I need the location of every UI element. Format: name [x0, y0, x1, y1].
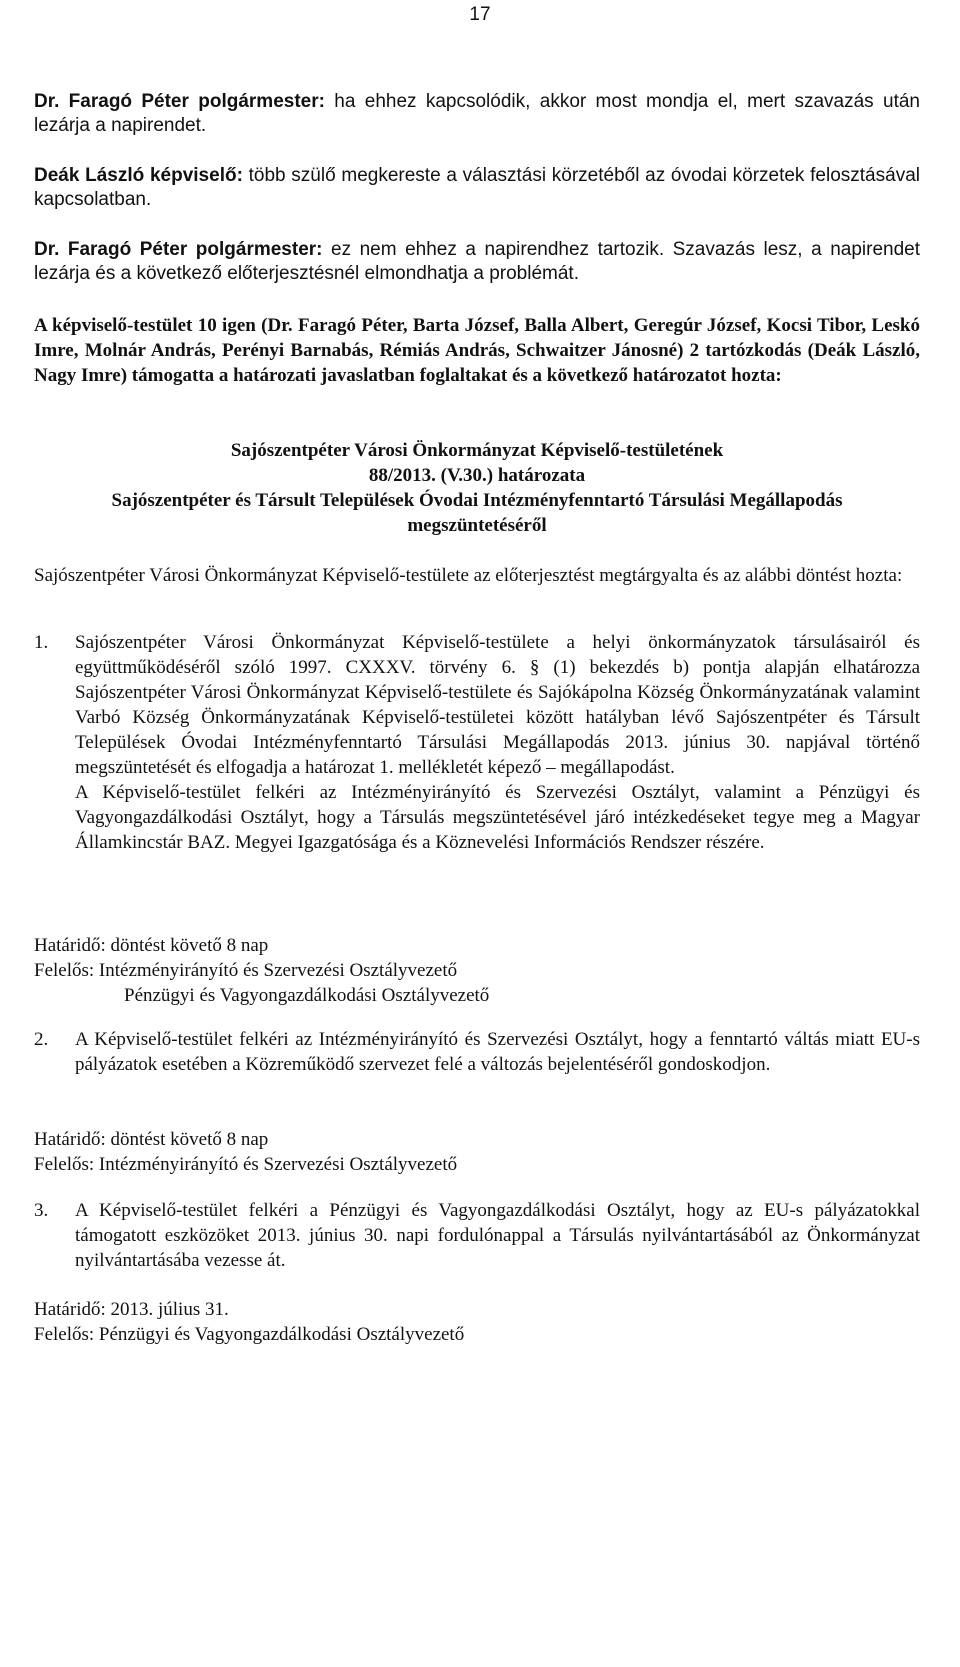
item-text: A Képviselő-testület felkéri az Intézményirányító és Szervezési Osztályt, hogy a fenntartó váltás miatt EU-s pályázatok esetében a Közreműködő szervezet felé a változás bejelentéséről gondoskodjon. — [75, 1029, 920, 1075]
deadline: Határidő: döntést követő 8 nap — [34, 1129, 269, 1150]
resolution-number: 88/2013. (V.30.) határozata — [368, 465, 586, 486]
vote-result: A képviselő-testület 10 igen (Dr. Faragó Péter, Barta József, Balla Albert, Geregúr József, Kocsi Tibor, Leskó Imre, Molnár András, Perényi Barnabás, Rémiás András, Schwaitzer Jánosné) 2 tartózkodás (Deák László, Nagy Imre) támogatta a határozati javaslatban foglaltakat és a következő határozatot hozta: — [34, 315, 920, 386]
item-number: 2. — [34, 1029, 49, 1050]
speech-text: több szülő megkereste a választási körzetéből az óvodai körzetek felosztásával kapcsolatban. — [34, 165, 920, 210]
resolution-subject-cont: megszüntetéséről — [407, 515, 547, 536]
speaker-name: Dr. Faragó Péter polgármester: — [34, 91, 325, 112]
speech-text: ha ehhez kapcsolódik, akkor most mondja el, mert szavazás után lezárja a napirendet. — [34, 91, 920, 136]
responsible: Felelős: Pénzügyi és Vagyongazdálkodási Osztályvezető — [34, 1324, 465, 1345]
resolution-item-3 — [34, 1198, 920, 1273]
resolution-item-1 — [34, 630, 920, 855]
responsible: Felelős: Intézményirányító és Szervezési Osztályvezető — [34, 1154, 458, 1175]
resolution-subject: Sajószentpéter és Társult Települések Óvodai Intézményfenntartó Társulási Megállapodás — [111, 490, 843, 511]
item-text: A Képviselő-testület felkéri az Intézményirányító és Szervezési Osztályt, valamint a Pénzügyi és Vagyongazdálkodási Osztályt, hogy a Társulás megszüntetésével járó intézkedéseket tegye meg a Magyar Államkincstár BAZ. Megyei Igazgatósága és a Köznevelési Információs Rendszer részére. — [75, 782, 920, 853]
paragraph-deak — [34, 164, 920, 212]
item-number: 1. — [34, 632, 49, 653]
resolution-intro: Sajószentpéter Városi Önkormányzat Képviselő-testülete az előterjesztést megtárgyalta és az alábbi döntést hozta: — [34, 565, 903, 586]
item-2-meta — [34, 1127, 920, 1177]
item-number: 3. — [34, 1200, 49, 1221]
responsible: Felelős: Intézményirányító és Szervezési Osztályvezető — [34, 960, 458, 981]
resolution-body-name: Sajószentpéter Városi Önkormányzat Képviselő-testületének — [230, 440, 724, 461]
item-text: Sajószentpéter Városi Önkormányzat Képviselő-testülete a helyi önkormányzatok társulásairól és együttműködéséről szóló 1997. CXXXV. törvény 6. § (1) bekezdés b) pontja alapján elhatározza Sajószentpéter Városi Önkormányzat Képviselő-testülete és Sajókápolna Község Önkormányzatának valamint Varbó Község Önkormányzatának Képviselő-testületei között hatályban lévő Sajószentpéter és Társult Települések Óvodai Intézményfenntartó Társulási Megállapodás 2013. június 30. napjával történő megszüntetését és elfogadja a határozat 1. mellékletét képező – megállapodást. — [75, 632, 920, 778]
page-number: 17 — [469, 4, 491, 25]
speaker-name: Dr. Faragó Péter polgármester: — [34, 239, 323, 260]
speech-text: ez nem ehhez a napirendhez tartozik. Szavazás lesz, a napirendet lezárja és a következő előterjesztésnél elmondhatja a problémát. — [34, 239, 920, 284]
item-3-meta — [34, 1297, 920, 1347]
resolution-item-2 — [34, 1027, 920, 1077]
speaker-name: Deák László képviselő: — [34, 165, 243, 186]
deadline: Határidő: 2013. július 31. — [34, 1299, 229, 1320]
resolution-heading — [34, 438, 920, 538]
deadline: Határidő: döntést követő 8 nap — [34, 935, 269, 956]
item-1-meta — [34, 933, 920, 1008]
paragraph-mayor-1 — [34, 90, 920, 138]
item-text: A Képviselő-testület felkéri a Pénzügyi és Vagyongazdálkodási Osztályt, hogy az EU-s pályázatokkal támogatott eszközöket 2013. június 30. napi fordulónappal a Társulás nyilvántartásából az Önkormányzat nyilvántartásába vezesse át. — [75, 1200, 920, 1271]
paragraph-mayor-2 — [34, 238, 920, 286]
responsible-secondary: Pénzügyi és Vagyongazdálkodási Osztályvezető — [124, 985, 490, 1006]
